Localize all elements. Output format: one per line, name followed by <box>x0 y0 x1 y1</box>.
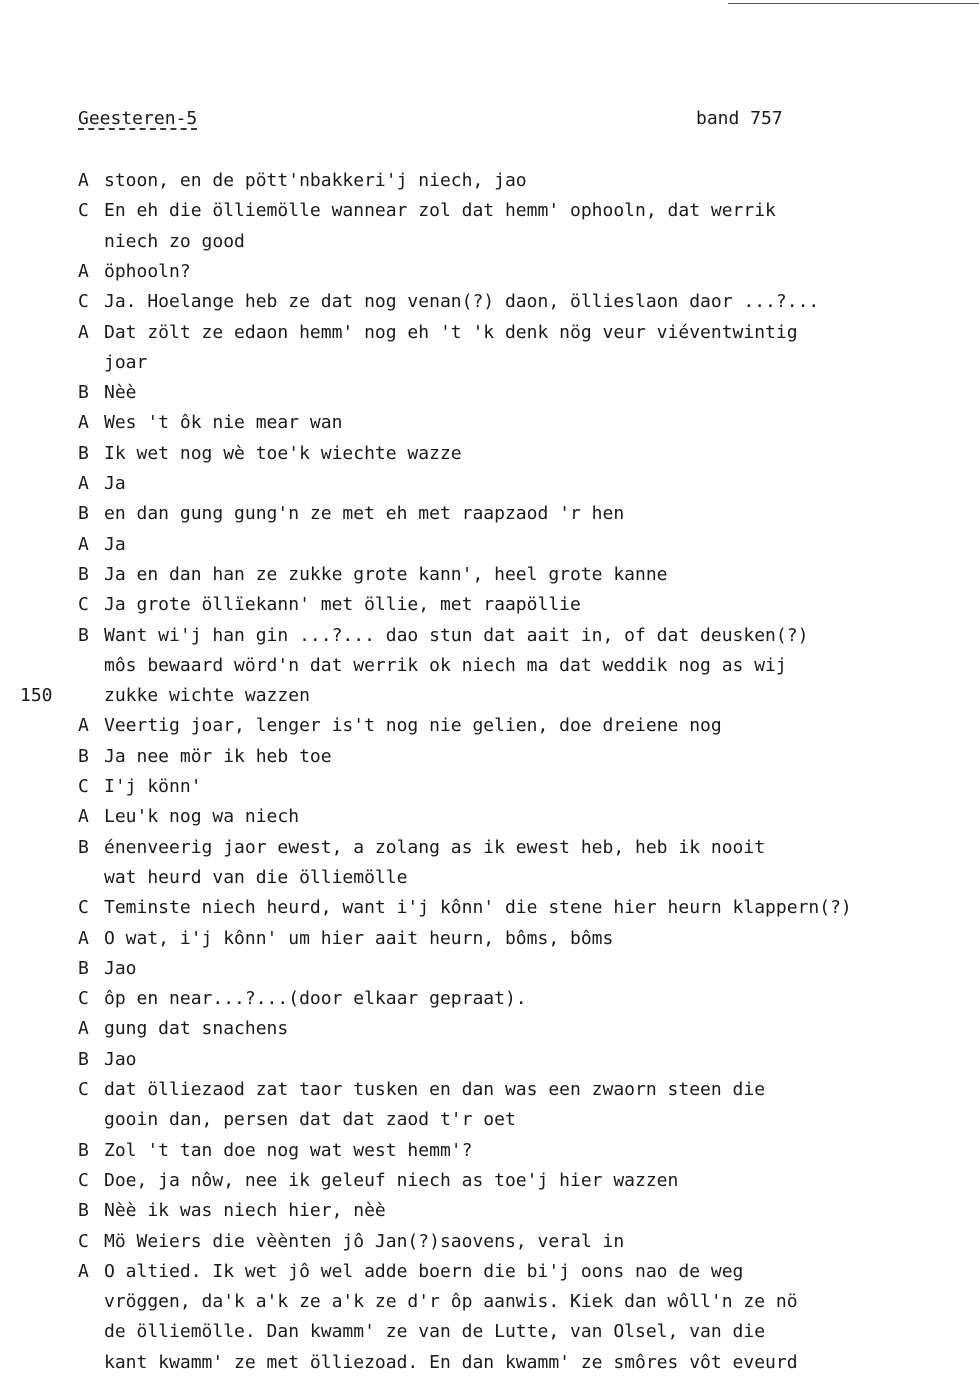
transcript-line <box>78 166 527 196</box>
transcript-line <box>78 1045 137 1075</box>
utterance-text: Zol 't tan doe nog wat west hemm'? <box>104 1139 473 1161</box>
transcript-line <box>78 1257 743 1287</box>
speaker-label: A <box>78 533 89 555</box>
document-title: Geesteren-5 <box>78 108 198 129</box>
transcript-line <box>78 499 624 529</box>
top-rule <box>728 3 979 4</box>
utterance-text: Nèè ik was niech hier, nèè <box>104 1200 386 1222</box>
transcript-line <box>78 469 126 499</box>
transcript-line <box>104 1105 516 1135</box>
transcript-line <box>78 408 342 438</box>
utterance-text: vröggen, da'k a'k ze a'k ze d'r ôp aanwis. Kiek dan wôll'n ze nö <box>104 1291 798 1313</box>
speaker-label: A <box>78 473 89 494</box>
utterance-text: dat ölliezaod zat taor tusken en dan was een zwaorn steen die <box>104 1079 766 1100</box>
transcript-line <box>104 1287 798 1317</box>
utterance-text: Teminste niech heurd, want i'j kônn' die stene hier heurn klappern(?) <box>104 897 852 919</box>
transcript-line <box>78 378 137 408</box>
speaker-label: C <box>78 200 89 222</box>
utterance-text: stoon, en de pött'nbakkeri'j niech, jao <box>104 170 527 191</box>
utterance-text: Ja grote öllïekann' met öllie, met raapöllie <box>104 594 581 616</box>
transcript-line <box>104 1348 798 1378</box>
speaker-label: B <box>78 1048 89 1070</box>
speaker-label: C <box>78 776 89 797</box>
transcript-line <box>78 1166 678 1196</box>
utterance-text: wat heurd van die ölliemölle <box>104 866 408 888</box>
transcript-line <box>104 651 787 681</box>
transcript-line <box>104 1317 765 1347</box>
transcript-line <box>78 833 765 863</box>
utterance-text: Wes 't ôk nie mear wan <box>104 412 343 434</box>
utterance-text: Jao <box>104 1048 137 1070</box>
transcript-line <box>78 1227 624 1257</box>
utterance-text: gung dat snachens <box>104 1018 289 1040</box>
utterance-text: Ja en dan han ze zukke grote kann', heel grote kanne <box>104 563 668 585</box>
utterance-text: Doe, ja nôw, nee ik geleuf niech as toe'j hier wazzen <box>104 1169 679 1191</box>
speaker-label: B <box>78 624 89 646</box>
transcript-line <box>78 257 191 287</box>
transcript-line <box>78 1196 386 1226</box>
transcript-line <box>78 954 137 984</box>
transcript-line <box>78 742 332 772</box>
utterance-text: I'j könn' <box>104 776 202 797</box>
utterance-text: Ja. Hoelange heb ze dat nog venan(?) daon, öllieslaon daor ...?... <box>104 291 820 313</box>
utterance-text: zukke wichte wazzen <box>104 685 310 707</box>
utterance-text: Want wi'j han gin ...?... dao stun dat aait in, of dat deusken(?) <box>104 624 809 646</box>
speaker-label: A <box>78 1018 89 1040</box>
transcript-line <box>78 1014 288 1044</box>
transcript-line <box>78 318 798 348</box>
speaker-label: A <box>78 927 89 949</box>
transcript-line <box>78 621 808 651</box>
utterance-text: Veertig joar, lenger is't nog nie gelien, doe dreiene nog <box>104 715 722 737</box>
speaker-label: A <box>78 260 89 282</box>
utterance-text: Ik wet nog wè toe'k wiechte wazze <box>104 442 462 464</box>
speaker-label: C <box>78 988 89 1010</box>
transcript-line <box>104 227 245 257</box>
utterance-text: Dat zölt ze edaon hemm' nog eh 't 'k denk nög veur viéventwintig <box>104 321 798 343</box>
speaker-label: C <box>78 897 89 919</box>
utterance-text: en dan gung gung'n ze met eh met raapzaod 'r hen <box>104 503 625 525</box>
transcript-line <box>78 1075 765 1105</box>
utterance-text: En eh die ölliemölle wannear zol dat hemm' ophooln, dat werrik <box>104 200 776 222</box>
transcript-line <box>78 530 126 560</box>
speaker-label: B <box>78 957 89 979</box>
speaker-label: A <box>78 170 89 191</box>
transcript-line <box>78 196 776 226</box>
transcript-line <box>78 711 722 741</box>
speaker-label: B <box>78 563 89 585</box>
transcript-line <box>78 802 299 832</box>
utterance-text: ôp en near...?...(door elkaar gepraat). <box>104 988 527 1010</box>
utterance-text: joar <box>104 351 148 373</box>
transcript-line <box>104 348 147 378</box>
transcript-line <box>78 772 202 802</box>
utterance-text: niech zo good <box>104 230 245 252</box>
utterance-text: Jao <box>104 957 137 979</box>
transcript-line <box>78 893 852 923</box>
utterance-text: gooin dan, persen dat dat zaod t'r oet <box>104 1109 516 1131</box>
speaker-label: A <box>78 715 89 737</box>
transcript-line <box>78 560 668 590</box>
utterance-text: Nèè <box>104 382 137 404</box>
speaker-label: C <box>78 1079 89 1100</box>
band-number: band 757 <box>696 108 783 129</box>
speaker-label: C <box>78 594 89 616</box>
transcript-line <box>78 924 613 954</box>
utterance-text: kant kwamm' ze met ölliezoad. En dan kwamm' ze smôres vôt eveurd <box>104 1351 798 1373</box>
utterance-text: énenveerig jaor ewest, a zolang as ik ewest heb, heb ik nooit <box>104 836 766 858</box>
speaker-label: B <box>78 836 89 858</box>
line-number: 150 <box>20 685 53 707</box>
utterance-text: Ja nee mör ik heb toe <box>104 745 332 767</box>
speaker-label: A <box>78 806 89 828</box>
transcript-line <box>78 984 527 1014</box>
transcript-line <box>78 287 819 317</box>
speaker-label: A <box>78 321 89 343</box>
speaker-label: A <box>78 1260 89 1282</box>
speaker-label: C <box>78 1230 89 1252</box>
speaker-label: B <box>78 745 89 767</box>
utterance-text: Ja <box>104 473 126 494</box>
transcript-line <box>104 863 407 893</box>
speaker-label: B <box>78 442 89 464</box>
speaker-label: A <box>78 412 89 434</box>
transcript-line <box>78 439 462 469</box>
utterance-text: öphooln? <box>104 260 191 282</box>
utterance-text: O wat, i'j kônn' um hier aait heurn, bôms, bôms <box>104 927 614 949</box>
transcript-line <box>104 681 310 711</box>
speaker-label: B <box>78 1200 89 1222</box>
speaker-label: B <box>78 1139 89 1161</box>
speaker-label: B <box>78 382 89 404</box>
speaker-label: B <box>78 503 89 525</box>
utterance-text: môs bewaard wörd'n dat werrik ok niech ma dat weddik nog as wij <box>104 654 787 676</box>
speaker-label: C <box>78 1169 89 1191</box>
transcript-line <box>78 1136 472 1166</box>
utterance-text: O altied. Ik wet jô wel adde boern die bi'j oons nao de weg <box>104 1260 744 1282</box>
utterance-text: Mö Weiers die vèènten jô Jan(?)saovens, veral in <box>104 1230 625 1252</box>
utterance-text: Leu'k nog wa niech <box>104 806 300 828</box>
utterance-text: Ja <box>104 533 126 555</box>
utterance-text: de ölliemölle. Dan kwamm' ze van de Lutte, van Olsel, van die <box>104 1321 766 1343</box>
transcript-line <box>78 590 581 620</box>
speaker-label: C <box>78 291 89 313</box>
